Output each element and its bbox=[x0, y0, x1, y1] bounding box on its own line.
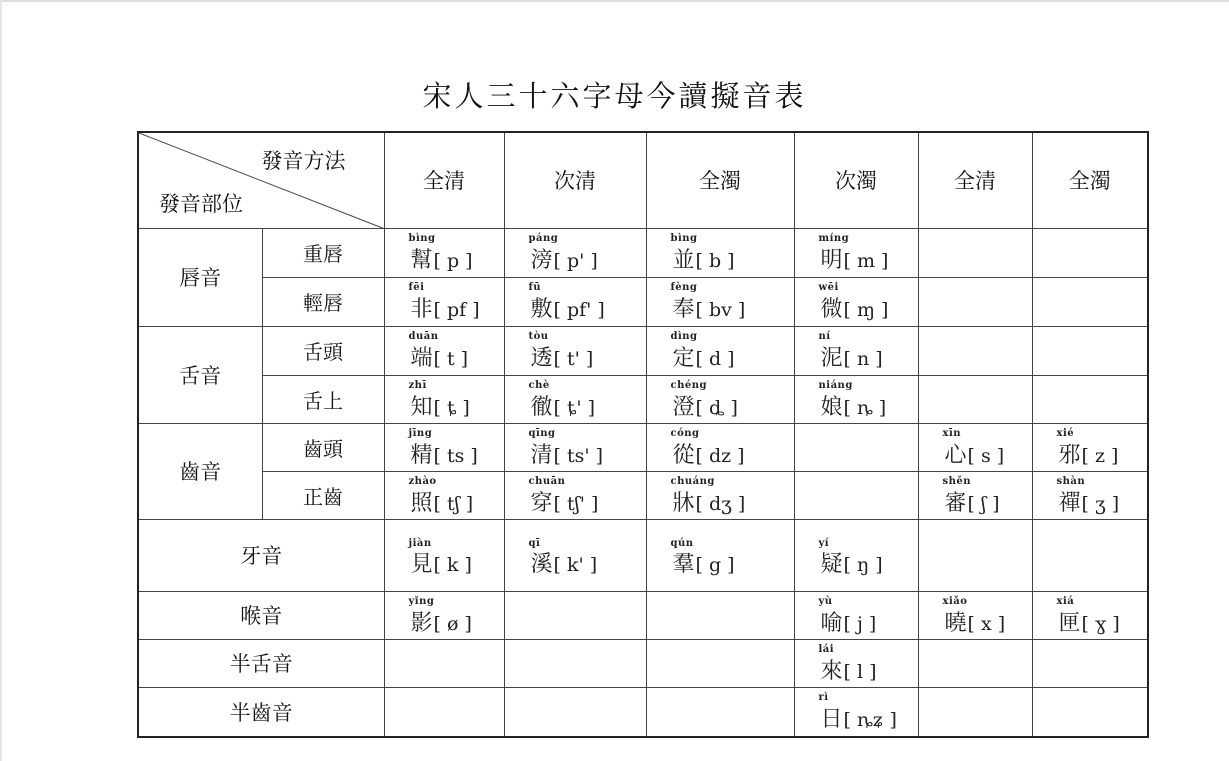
pinyin: lái bbox=[818, 643, 835, 655]
initial-cell bbox=[646, 471, 794, 519]
initial-char: 穿 bbox=[530, 490, 553, 516]
initial-char: 見 bbox=[410, 551, 433, 577]
place-throat: 喉音 bbox=[138, 591, 384, 639]
pinyin: zhào bbox=[408, 475, 437, 487]
initial-cell bbox=[504, 326, 646, 375]
pinyin: qīng bbox=[528, 427, 556, 439]
initial-cell bbox=[504, 228, 646, 277]
initial-char: 影 bbox=[410, 610, 433, 636]
initial-cell bbox=[646, 423, 794, 471]
initial-cell bbox=[384, 591, 504, 639]
pinyin: jiàn bbox=[408, 537, 432, 549]
frame-top-edge bbox=[0, 0, 1229, 2]
empty-cell bbox=[918, 277, 1032, 326]
ipa-value: [ ʒ ] bbox=[1081, 492, 1120, 515]
place-half-teeth: 半齒音 bbox=[138, 687, 384, 737]
table-row bbox=[138, 471, 1148, 519]
pinyin: shàn bbox=[1056, 475, 1086, 487]
empty-cell bbox=[646, 687, 794, 737]
initial-char: 非 bbox=[410, 296, 433, 322]
ipa-value: [ x ] bbox=[967, 612, 1006, 635]
initial-char: 定 bbox=[672, 345, 695, 371]
place-lip-light: 輕唇 bbox=[262, 277, 384, 326]
table-row bbox=[138, 277, 1148, 326]
pinyin: xiǎo bbox=[942, 595, 968, 607]
initial-cell bbox=[384, 375, 504, 423]
initial-cell bbox=[384, 228, 504, 277]
place-lip-heavy: 重唇 bbox=[262, 228, 384, 277]
ipa-value: [ ɣ ] bbox=[1081, 612, 1120, 635]
pinyin: jīng bbox=[408, 427, 433, 439]
initial-cell bbox=[646, 228, 794, 277]
initial-char: 徹 bbox=[530, 394, 553, 420]
pinyin: yǐng bbox=[408, 595, 435, 607]
initial-cell bbox=[504, 423, 646, 471]
initial-cell bbox=[1032, 471, 1148, 519]
initial-char: 來 bbox=[820, 658, 843, 684]
initial-char: 心 bbox=[944, 442, 967, 468]
pinyin: chuáng bbox=[670, 475, 715, 487]
pinyin: bìng bbox=[408, 232, 436, 244]
ipa-value: [ ø ] bbox=[433, 612, 472, 635]
table-row bbox=[138, 639, 1148, 687]
header-row bbox=[138, 132, 1148, 228]
col-header-4: 次濁 bbox=[794, 132, 918, 228]
ipa-value: [ s ] bbox=[967, 444, 1005, 467]
pinyin: yù bbox=[818, 595, 833, 607]
initial-cell bbox=[918, 591, 1032, 639]
initial-char: 微 bbox=[820, 296, 843, 322]
ipa-value: [ ȶ' ] bbox=[553, 396, 596, 419]
pinyin: xiá bbox=[1056, 595, 1075, 607]
pinyin: qún bbox=[670, 537, 694, 549]
ipa-value: [ ȡ ] bbox=[695, 396, 738, 419]
initial-cell bbox=[384, 471, 504, 519]
ipa-value: [ j ] bbox=[843, 612, 877, 635]
pinyin: fèng bbox=[670, 281, 698, 293]
empty-cell bbox=[504, 591, 646, 639]
empty-cell bbox=[918, 519, 1032, 591]
place-tongue-tip: 舌頭 bbox=[262, 326, 384, 375]
ipa-value: [ ȶ ] bbox=[433, 396, 470, 419]
pinyin: míng bbox=[818, 232, 850, 244]
empty-cell bbox=[504, 639, 646, 687]
ipa-value: [ pf' ] bbox=[553, 298, 605, 321]
pinyin: shěn bbox=[942, 475, 972, 487]
col-header-5: 全清 bbox=[918, 132, 1032, 228]
initial-cell bbox=[794, 591, 918, 639]
place-half-tongue: 半舌音 bbox=[138, 639, 384, 687]
initial-cell bbox=[794, 519, 918, 591]
initial-char: 並 bbox=[672, 247, 695, 273]
empty-cell bbox=[794, 423, 918, 471]
ipa-value: [ pf ] bbox=[433, 298, 480, 321]
ipa-value: [ ɱ ] bbox=[843, 298, 889, 321]
initial-char: 疑 bbox=[820, 551, 843, 577]
initial-cell bbox=[794, 375, 918, 423]
initial-cell bbox=[1032, 423, 1148, 471]
place-teeth: 齒音 bbox=[138, 423, 262, 519]
initial-char: 泥 bbox=[820, 345, 843, 371]
pinyin: duān bbox=[408, 330, 439, 342]
initial-char: 敷 bbox=[530, 296, 553, 322]
place-label: 發音部位 bbox=[159, 191, 243, 216]
initial-char: 清 bbox=[530, 442, 553, 468]
place-lip: 唇音 bbox=[138, 228, 262, 326]
ipa-value: [ ts ] bbox=[433, 444, 478, 467]
pinyin: xié bbox=[1056, 427, 1075, 439]
pinyin: fēi bbox=[408, 281, 425, 293]
initial-cell bbox=[794, 639, 918, 687]
initial-char: 透 bbox=[530, 345, 553, 371]
empty-cell bbox=[384, 639, 504, 687]
place-teeth-proper: 正齒 bbox=[262, 471, 384, 519]
initial-cell bbox=[794, 326, 918, 375]
pinyin: ní bbox=[818, 330, 831, 342]
initial-cell bbox=[646, 326, 794, 375]
initial-char: 喻 bbox=[820, 610, 843, 636]
ipa-value: [ p ] bbox=[433, 249, 473, 272]
ipa-value: [ k' ] bbox=[553, 553, 598, 576]
col-header-2: 次清 bbox=[504, 132, 646, 228]
ipa-value: [ dʒ ] bbox=[695, 492, 746, 515]
empty-cell bbox=[794, 471, 918, 519]
empty-cell bbox=[1032, 228, 1148, 277]
pinyin: fū bbox=[528, 281, 542, 293]
pinyin: zhī bbox=[408, 379, 427, 391]
ipa-value: [ t ] bbox=[433, 347, 469, 370]
initials-table bbox=[137, 131, 1149, 738]
initial-cell bbox=[384, 277, 504, 326]
ipa-value: [ l ] bbox=[843, 660, 877, 683]
initial-cell bbox=[646, 277, 794, 326]
initial-char: 禪 bbox=[1058, 490, 1081, 516]
pinyin: xīn bbox=[942, 427, 962, 439]
initial-cell bbox=[794, 277, 918, 326]
initial-char: 端 bbox=[410, 345, 433, 371]
initial-cell bbox=[504, 519, 646, 591]
initial-char: 日 bbox=[820, 706, 843, 732]
pinyin: chéng bbox=[670, 379, 707, 391]
empty-cell bbox=[646, 639, 794, 687]
ipa-value: [ d ] bbox=[695, 347, 735, 370]
initial-char: 幫 bbox=[410, 247, 433, 273]
ipa-value: [ tʃ ] bbox=[433, 492, 474, 515]
ipa-value: [ ts' ] bbox=[553, 444, 604, 467]
place-teeth-tip: 齒頭 bbox=[262, 423, 384, 471]
table-row bbox=[138, 519, 1148, 591]
pinyin: wēi bbox=[818, 281, 839, 293]
initial-char: 明 bbox=[820, 247, 843, 273]
empty-cell bbox=[1032, 687, 1148, 737]
table-row bbox=[138, 591, 1148, 639]
ipa-value: [ tʃ' ] bbox=[553, 492, 599, 515]
method-label: 發音方法 bbox=[261, 149, 346, 173]
empty-cell bbox=[918, 375, 1032, 423]
initial-cell bbox=[918, 471, 1032, 519]
pinyin: bìng bbox=[670, 232, 698, 244]
ipa-value: [ bv ] bbox=[695, 298, 746, 321]
pinyin: cóng bbox=[670, 427, 700, 439]
initial-cell bbox=[504, 277, 646, 326]
empty-cell bbox=[1032, 639, 1148, 687]
initial-cell bbox=[384, 423, 504, 471]
place-tongue: 舌音 bbox=[138, 326, 262, 423]
initial-cell bbox=[384, 519, 504, 591]
initial-char: 審 bbox=[944, 490, 967, 516]
pinyin: yí bbox=[818, 537, 830, 549]
pinyin: dìng bbox=[670, 330, 698, 342]
pinyin: chè bbox=[528, 379, 550, 391]
ipa-value: [ b ] bbox=[695, 249, 735, 272]
table-row bbox=[138, 326, 1148, 375]
initial-cell bbox=[1032, 591, 1148, 639]
initial-char: 溪 bbox=[530, 551, 553, 577]
pinyin: niáng bbox=[818, 379, 853, 391]
col-header-6: 全濁 bbox=[1032, 132, 1148, 228]
table-title: 宋人三十六字母今讀擬音表 bbox=[422, 79, 807, 113]
ipa-value: [ n ] bbox=[843, 347, 883, 370]
empty-cell bbox=[1032, 326, 1148, 375]
empty-cell bbox=[918, 687, 1032, 737]
empty-cell bbox=[918, 639, 1032, 687]
pinyin: rì bbox=[818, 691, 829, 703]
ipa-value: [ g ] bbox=[695, 553, 735, 576]
initial-cell bbox=[794, 228, 918, 277]
ipa-value: [ ȵʑ ] bbox=[843, 708, 897, 731]
initial-char: 精 bbox=[410, 442, 433, 468]
ipa-value: [ z ] bbox=[1081, 444, 1119, 467]
col-header-1: 全清 bbox=[384, 132, 504, 228]
empty-cell bbox=[384, 687, 504, 737]
initial-char: 照 bbox=[410, 490, 433, 516]
initial-cell bbox=[504, 375, 646, 423]
ipa-value: [ p' ] bbox=[553, 249, 598, 272]
initial-cell bbox=[384, 326, 504, 375]
ipa-value: [ ʃ ] bbox=[967, 492, 1000, 515]
table-row bbox=[138, 228, 1148, 277]
table-row bbox=[138, 423, 1148, 471]
initial-char: 娘 bbox=[820, 394, 843, 420]
pinyin: chuān bbox=[528, 475, 566, 487]
empty-cell bbox=[1032, 277, 1148, 326]
ipa-value: [ t' ] bbox=[553, 347, 594, 370]
empty-cell bbox=[1032, 375, 1148, 423]
pinyin: qī bbox=[528, 537, 541, 549]
table-row bbox=[138, 375, 1148, 423]
ipa-value: [ m ] bbox=[843, 249, 889, 272]
table-row bbox=[138, 687, 1148, 737]
initial-cell bbox=[918, 423, 1032, 471]
empty-cell bbox=[646, 591, 794, 639]
empty-cell bbox=[918, 326, 1032, 375]
initial-cell bbox=[504, 471, 646, 519]
initial-char: 滂 bbox=[530, 247, 553, 273]
pinyin: páng bbox=[528, 232, 559, 244]
empty-cell bbox=[918, 228, 1032, 277]
initial-cell bbox=[646, 519, 794, 591]
empty-cell bbox=[504, 687, 646, 737]
initial-char: 匣 bbox=[1058, 610, 1081, 636]
ipa-value: [ ŋ ] bbox=[843, 553, 883, 576]
initial-char: 知 bbox=[410, 394, 433, 420]
initial-char: 羣 bbox=[672, 551, 695, 577]
col-header-3: 全濁 bbox=[646, 132, 794, 228]
place-tongue-upper: 舌上 bbox=[262, 375, 384, 423]
empty-cell bbox=[1032, 519, 1148, 591]
corner-header bbox=[138, 132, 384, 228]
pinyin: tòu bbox=[528, 330, 549, 342]
ipa-value: [ k ] bbox=[433, 553, 472, 576]
ipa-value: [ ȵ ] bbox=[843, 396, 887, 419]
ipa-value: [ dz ] bbox=[695, 444, 745, 467]
initial-char: 邪 bbox=[1058, 442, 1081, 468]
initial-cell bbox=[794, 687, 918, 737]
initial-char: 澄 bbox=[672, 394, 695, 420]
initial-char: 奉 bbox=[672, 296, 695, 322]
place-molar: 牙音 bbox=[138, 519, 384, 591]
initial-char: 從 bbox=[672, 442, 695, 468]
initial-char: 牀 bbox=[672, 490, 695, 516]
initial-char: 曉 bbox=[944, 610, 967, 636]
initial-cell bbox=[646, 375, 794, 423]
